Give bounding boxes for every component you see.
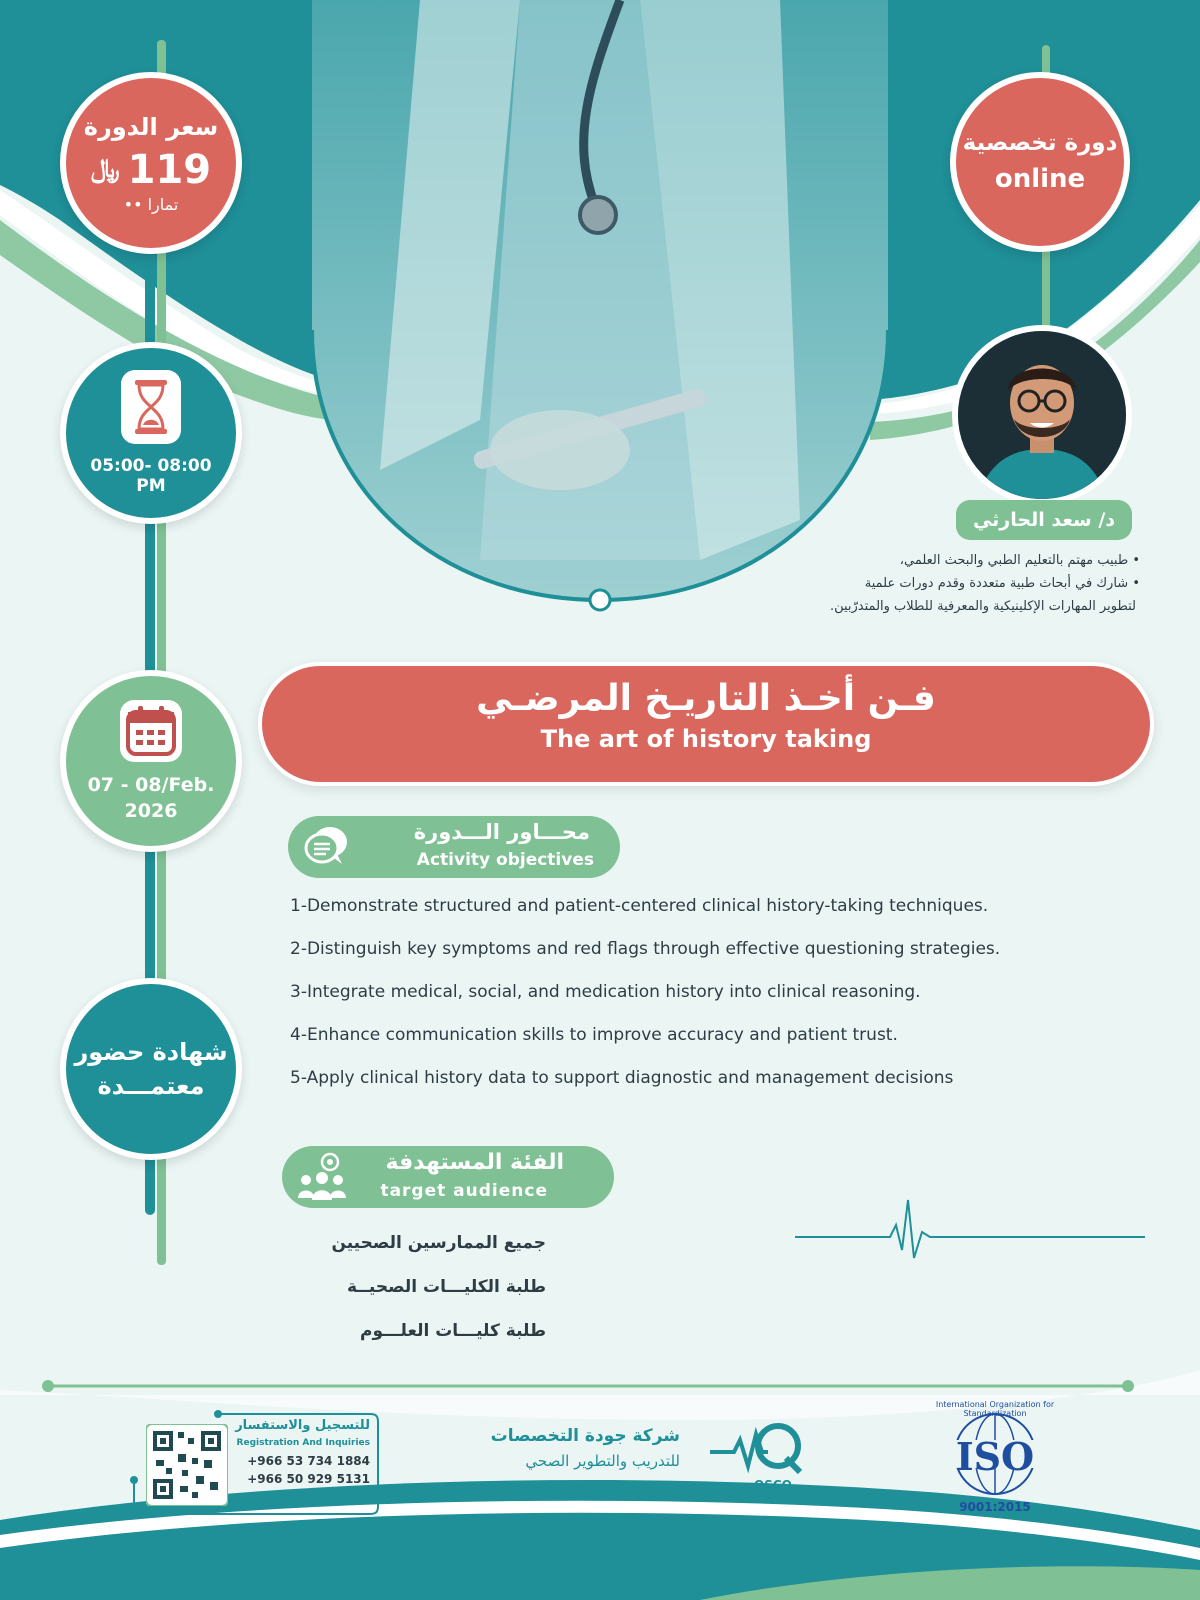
iso-standard: 9001:2015 [959, 1500, 1031, 1514]
objective-item: 4-Enhance communication skills to improve accuracy and patient trust. [290, 1025, 898, 1045]
registration-box [130, 1410, 380, 1516]
company-name: شركة جودة التخصصات [490, 1426, 680, 1446]
registration-subtitle: Registration And Inquiries [236, 1438, 370, 1448]
iso-logo: ISO [955, 1434, 1035, 1479]
social-handle-row [257, 1494, 370, 1504]
audience-item: جميع الممارسين الصحيين [331, 1233, 546, 1253]
instructor-name-pill [956, 500, 1132, 540]
objectives-header [288, 816, 620, 878]
instructor-bio-line: لتطوير المهارات الإكلينيكية والمعرفية للطلاب والمتدرّبين. [829, 599, 1136, 614]
iso-badge [930, 1400, 1060, 1520]
phone-number[interactable]: +966 53 734 1884 [247, 1454, 370, 1468]
certificate-badge [60, 978, 242, 1160]
calendar-icon [120, 700, 182, 762]
instructor-photo [952, 325, 1132, 505]
telegram-icon[interactable]: ➤ [362, 1494, 370, 1504]
date-range: 07 - 08/Feb. [87, 774, 215, 796]
people-target-icon [296, 1152, 348, 1202]
company-logo-text: OSCO [754, 1478, 792, 1492]
social-handle[interactable]: QOSCO_KSA [257, 1494, 313, 1504]
course-mode: online [994, 164, 1086, 194]
payment-provider: تمارا •• [123, 194, 179, 214]
time-period: PM [136, 476, 166, 496]
iso-ring-text: International Organization for Standardization [935, 1400, 1055, 1418]
company-tagline: للتدريب والتطوير الصحي [525, 1452, 680, 1470]
instructor-avatar [958, 331, 1126, 499]
time-badge [60, 342, 242, 524]
time-range: 05:00- 08:00 [90, 456, 212, 476]
price-title: سعر الدورة [83, 112, 219, 141]
objectives-title-en: Activity objectives [416, 850, 594, 870]
riyal-symbol-icon: ﷼ [90, 154, 120, 184]
instructor-name: د/ سعد الحارثي [972, 509, 1116, 531]
chat-bubbles-icon [302, 824, 350, 870]
dots-icon: •• [123, 194, 143, 214]
date-badge [60, 670, 242, 852]
x-icon[interactable]: 𝕏 [316, 1494, 325, 1504]
instructor-bio-line: • طبيب مهتم بالتعليم الطبي والبحث العلمي، [899, 553, 1140, 568]
objective-item: 3-Integrate medical, social, and medication history into clinical reasoning. [290, 982, 921, 1002]
phone-number[interactable]: +966 50 929 5131 [247, 1472, 370, 1486]
tiktok-icon[interactable]: ♪ [352, 1494, 359, 1504]
date-year: 2026 [124, 800, 178, 822]
audience-title-ar: الفئة المستهدفة [385, 1150, 564, 1175]
course-title-banner [258, 662, 1154, 786]
certificate-line1: شهادة حضور [74, 1038, 228, 1066]
audience-item: طلبة كليـــات العلـــوم [360, 1321, 546, 1341]
course-type-label: دورة تخصصية [962, 130, 1118, 156]
course-title-english: The art of history taking [540, 725, 872, 753]
price-amount: 119 [127, 146, 212, 193]
course-title-arabic: فـن أخـذ التاريـخ المرضـي [476, 678, 936, 719]
audience-header [282, 1146, 614, 1208]
hourglass-icon [121, 370, 181, 444]
objective-item: 5-Apply clinical history data to support diagnostic and management decisions [290, 1068, 954, 1088]
audience-item: طلبة الكليـــات الصحيــة [347, 1277, 546, 1297]
instagram-icon[interactable]: ◘ [328, 1494, 336, 1504]
objective-item: 1-Demonstrate structured and patient-centered clinical history-taking techniques. [290, 896, 989, 916]
company-logo-icon [708, 1418, 808, 1482]
certificate-line2: معتمـــدة [97, 1072, 205, 1100]
registration-title: للتسجيل والاستفسار [235, 1418, 370, 1433]
audience-title-en: target audience [380, 1181, 548, 1201]
objectives-title-ar: محـــاور الـــدورة [413, 820, 590, 844]
course-type-badge [950, 72, 1130, 252]
instructor-bio-line: • شارك في أبحاث طبية متعددة وقدم دورات علمية [864, 576, 1140, 591]
objective-item: 2-Distinguish key symptoms and red flags through effective questioning strategies. [290, 939, 1001, 959]
price-badge [60, 72, 242, 254]
qr-code-icon[interactable] [146, 1424, 228, 1506]
company-block [480, 1418, 810, 1498]
snapchat-icon[interactable]: ☻ [339, 1494, 349, 1504]
